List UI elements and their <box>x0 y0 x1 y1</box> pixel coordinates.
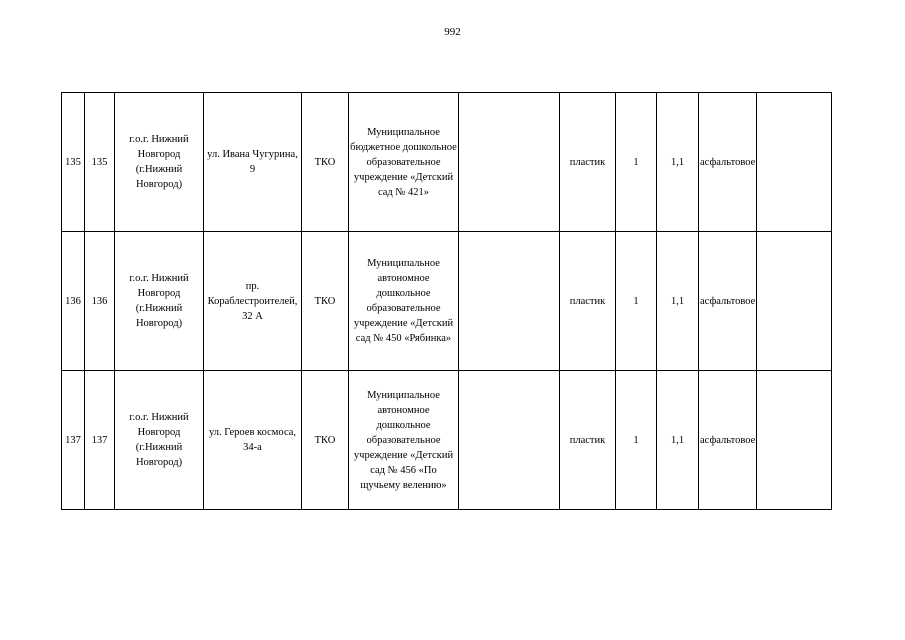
count-cell: 1 <box>616 93 657 232</box>
volume-cell: 1,1 <box>657 371 699 510</box>
count-cell: 1 <box>616 232 657 371</box>
row-number-cell: 135 <box>62 93 85 232</box>
row-number-cell: 136 <box>85 232 115 371</box>
municipality-cell: г.о.г. Нижний Новгород (г.Нижний Новгород) <box>115 232 204 371</box>
surface-cell: асфальтовое <box>699 232 757 371</box>
address-cell: ул. Ивана Чугурина, 9 <box>204 93 302 232</box>
row-number-cell: 136 <box>62 232 85 371</box>
material-cell: пластик <box>560 93 616 232</box>
municipality-cell: г.о.г. Нижний Новгород (г.Нижний Новгород) <box>115 371 204 510</box>
volume-cell: 1,1 <box>657 93 699 232</box>
extra-cell <box>459 93 560 232</box>
table-row <box>62 232 832 371</box>
organization-cell: Муниципальное автономное дошкольное образовательное учреждение «Детский сад № 450 «Рябинка» <box>349 232 459 371</box>
address-cell: ул. Героев космоса, 34-а <box>204 371 302 510</box>
count-cell: 1 <box>616 371 657 510</box>
page-number: 992 <box>444 26 461 38</box>
surface-cell: асфальтовое <box>699 371 757 510</box>
material-cell: пластик <box>560 232 616 371</box>
waste-type-cell: ТКО <box>302 93 349 232</box>
note-cell <box>757 93 832 232</box>
extra-cell <box>459 371 560 510</box>
table-row <box>62 93 832 232</box>
extra-cell <box>459 232 560 371</box>
material-cell: пластик <box>560 371 616 510</box>
table-row <box>62 371 832 510</box>
surface-cell: асфальтовое <box>699 93 757 232</box>
organization-cell: Муниципальное бюджетное дошкольное образовательное учреждение «Детский сад № 421» <box>349 93 459 232</box>
row-number-cell: 135 <box>85 93 115 232</box>
note-cell <box>757 371 832 510</box>
row-number-cell: 137 <box>62 371 85 510</box>
address-cell: пр. Кораблестроителей, 32 А <box>204 232 302 371</box>
waste-type-cell: ТКО <box>302 232 349 371</box>
organization-cell: Муниципальное автономное дошкольное образовательное учреждение «Детский сад № 456 «По щучьему велению» <box>349 371 459 510</box>
municipality-cell: г.о.г. Нижний Новгород (г.Нижний Новгород) <box>115 93 204 232</box>
volume-cell: 1,1 <box>657 232 699 371</box>
row-number-cell: 137 <box>85 371 115 510</box>
note-cell <box>757 232 832 371</box>
waste-type-cell: ТКО <box>302 371 349 510</box>
registry-table <box>61 92 832 510</box>
